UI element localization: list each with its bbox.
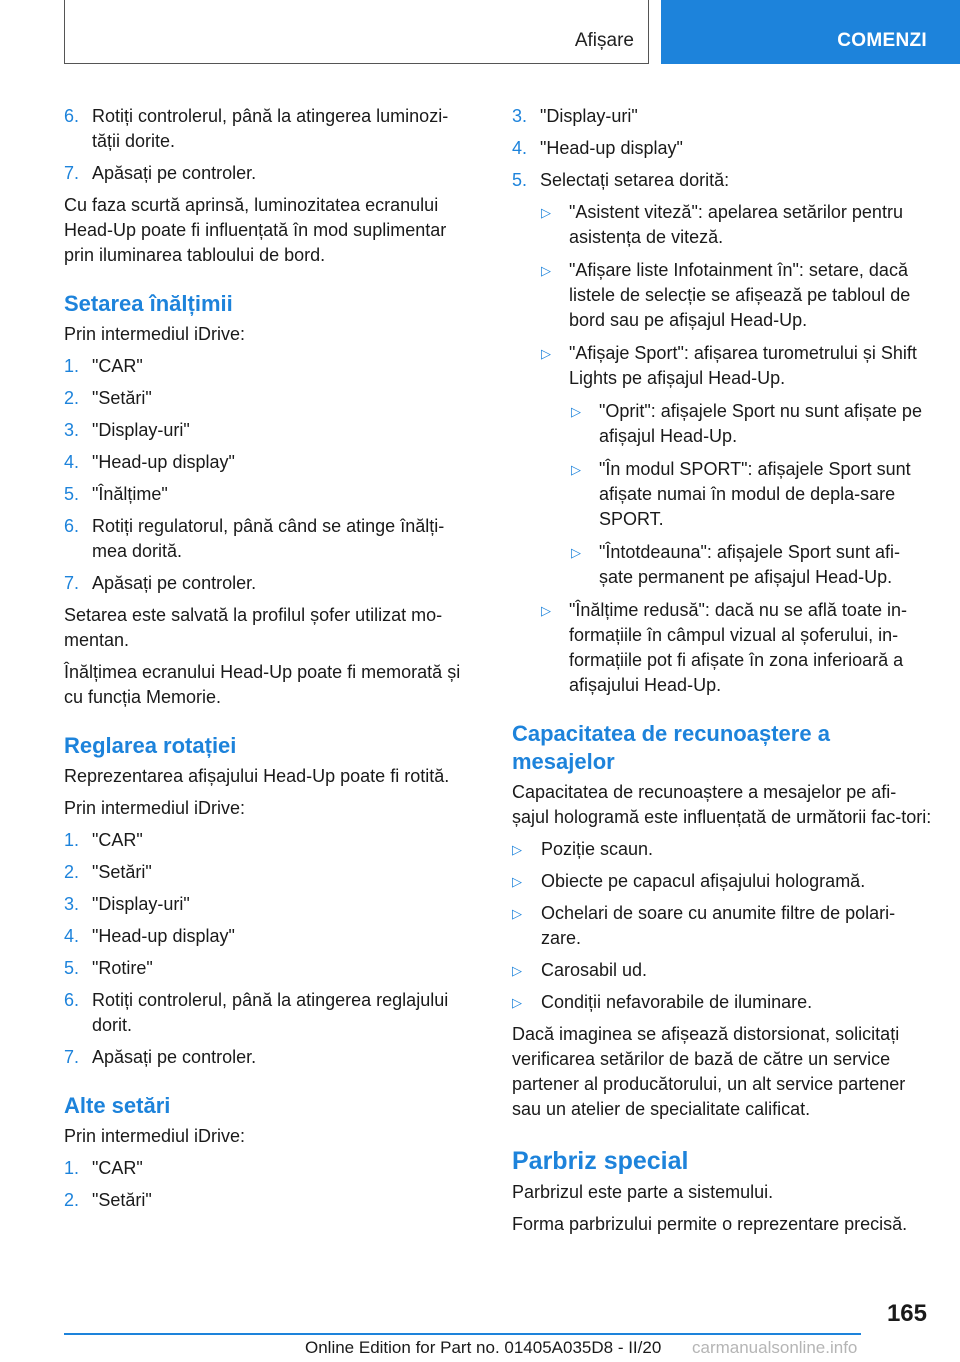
step-text: "Head-up display" bbox=[92, 926, 235, 946]
bullet-item bbox=[512, 901, 932, 951]
right-column bbox=[512, 104, 932, 1244]
list-item bbox=[64, 860, 474, 885]
bullet-item bbox=[512, 869, 932, 894]
list-item bbox=[64, 828, 474, 853]
paragraph: Prin intermediul iDrive: bbox=[64, 798, 246, 818]
bullet-text: Condiții nefavorabile de iluminare. bbox=[541, 992, 813, 1012]
step-text: Selectați setarea dorită: bbox=[540, 170, 730, 190]
triangle-bullet-icon: ▷ bbox=[571, 404, 581, 419]
step-text: Rotiți regulatorul, până când se atinge înălți-mea dorită. bbox=[92, 516, 445, 561]
step-number: 1. bbox=[64, 1158, 80, 1178]
bullet-item bbox=[512, 958, 932, 983]
step-text: Apăsați pe controler. bbox=[92, 163, 257, 183]
step-text: "Setări" bbox=[92, 1190, 152, 1210]
list-item bbox=[512, 104, 932, 129]
bullet-text: Poziție scaun. bbox=[541, 839, 654, 859]
header-section-tab bbox=[64, 0, 649, 64]
step-text: "Rotire" bbox=[92, 958, 153, 978]
list-item bbox=[64, 514, 474, 564]
step-text: "CAR" bbox=[92, 830, 143, 850]
option-item bbox=[512, 598, 932, 698]
step-text: "CAR" bbox=[92, 1158, 143, 1178]
step-number: 5. bbox=[64, 484, 80, 504]
list-item bbox=[64, 354, 474, 379]
list-item bbox=[64, 571, 474, 596]
step-number: 3. bbox=[64, 894, 80, 914]
bullet-item bbox=[512, 990, 932, 1015]
step-number: 6. bbox=[64, 990, 80, 1010]
paragraph: Setarea este salvată la profilul șofer utilizat mo-mentan. bbox=[64, 605, 443, 650]
step-text: Rotiți controlerul, până la atingerea luminozi-tății dorite. bbox=[92, 106, 449, 151]
list-item bbox=[64, 482, 474, 507]
paragraph: Înălțimea ecranului Head-Up poate fi memorată și cu funcția Memorie. bbox=[64, 662, 461, 707]
step-number: 3. bbox=[512, 106, 528, 126]
paragraph: Capacitatea de recunoaștere a mesajelor pe afi-șajul hologramă este influențată de următorii fac-tori: bbox=[512, 782, 932, 827]
option-text: "Înălțime redusă": dacă nu se află toate in-formațiile în câmpul vizual al șoferului, in-formațiile pot fi afișate în zona inferioară a afișajului Head-Up. bbox=[569, 600, 907, 695]
triangle-bullet-icon: ▷ bbox=[541, 263, 551, 278]
step-number: 2. bbox=[64, 862, 80, 882]
triangle-bullet-icon: ▷ bbox=[512, 906, 522, 921]
triangle-bullet-icon: ▷ bbox=[541, 346, 551, 361]
list-item bbox=[64, 104, 474, 154]
bullet-text: Ochelari de soare cu anumite filtre de polari-zare. bbox=[541, 903, 896, 948]
list-item bbox=[512, 136, 932, 161]
step-number: 2. bbox=[64, 1190, 80, 1210]
step-text: "Head-up display" bbox=[540, 138, 683, 158]
header-section-title: Afișare bbox=[574, 30, 634, 51]
step-number: 6. bbox=[64, 106, 80, 126]
step-number: 7. bbox=[64, 573, 80, 593]
step-text: "Display-uri" bbox=[540, 106, 638, 126]
list-item bbox=[64, 1188, 474, 1213]
option-item bbox=[512, 341, 932, 391]
step-number: 4. bbox=[64, 452, 80, 472]
list-item bbox=[64, 924, 474, 949]
sub-option-item bbox=[512, 540, 932, 590]
list-item bbox=[64, 1045, 474, 1070]
step-number: 4. bbox=[64, 926, 80, 946]
step-number: 6. bbox=[64, 516, 80, 536]
bullet-item bbox=[512, 837, 932, 862]
option-text: "Afișare liste Infotainment în": setare, dacă listele de selecție se afișează pe tabloul de bord sau pe afișajul Head-Up. bbox=[569, 260, 911, 330]
sub-option-item bbox=[512, 457, 932, 532]
section-heading: Reglarea rotației bbox=[64, 733, 237, 758]
option-text: "În modul SPORT": afișajele Sport sunt afișate numai în modul de depla-sare SPORT. bbox=[599, 459, 911, 529]
step-text: "CAR" bbox=[92, 356, 143, 376]
list-item bbox=[64, 1156, 474, 1181]
triangle-bullet-icon: ▷ bbox=[512, 842, 522, 857]
section-heading: Setarea înălțimii bbox=[64, 291, 233, 316]
step-number: 5. bbox=[64, 958, 80, 978]
step-text: "Setări" bbox=[92, 862, 152, 882]
list-item bbox=[512, 168, 932, 193]
page-number: 165 bbox=[886, 1300, 927, 1327]
footer-edition: Online Edition for Part no. 01405A035D8 - II/20 bbox=[305, 1338, 662, 1357]
triangle-bullet-icon: ▷ bbox=[541, 205, 551, 220]
paragraph: Reprezentarea afișajului Head-Up poate fi rotită. bbox=[64, 766, 450, 786]
option-item bbox=[512, 258, 932, 333]
triangle-bullet-icon: ▷ bbox=[541, 603, 551, 618]
option-text: "Asistent viteză": apelarea setărilor pentru asistența de viteză. bbox=[569, 202, 903, 247]
step-number: 7. bbox=[64, 1047, 80, 1067]
step-number: 1. bbox=[64, 356, 80, 376]
step-text: Rotiți controlerul, până la atingerea reglajului dorit. bbox=[92, 990, 449, 1035]
list-item bbox=[64, 450, 474, 475]
option-text: "Afișaje Sport": afișarea turometrului și Shift Lights pe afișajul Head-Up. bbox=[569, 343, 917, 388]
triangle-bullet-icon: ▷ bbox=[512, 995, 522, 1010]
paragraph: Prin intermediul iDrive: bbox=[64, 1126, 246, 1146]
section-heading: Alte setări bbox=[64, 1093, 171, 1118]
step-number: 3. bbox=[64, 420, 80, 440]
step-number: 2. bbox=[64, 388, 80, 408]
step-text: "Înălțime" bbox=[92, 484, 168, 504]
triangle-bullet-icon: ▷ bbox=[512, 874, 522, 889]
step-number: 1. bbox=[64, 830, 80, 850]
triangle-bullet-icon: ▷ bbox=[571, 545, 581, 560]
list-item bbox=[64, 161, 474, 186]
triangle-bullet-icon: ▷ bbox=[571, 462, 581, 477]
section-heading: Capacitatea de recunoaștere a mesajelor bbox=[512, 721, 830, 774]
step-text: Apăsați pe controler. bbox=[92, 1047, 257, 1067]
footer-watermark: carmanualsonline.info bbox=[692, 1338, 858, 1357]
header-chapter-title: COMENZI bbox=[837, 30, 927, 51]
list-item bbox=[64, 956, 474, 981]
triangle-bullet-icon: ▷ bbox=[512, 963, 522, 978]
list-item bbox=[64, 892, 474, 917]
option-text: "Întotdeauna": afișajele Sport sunt afi-șate permanent pe afișajul Head-Up. bbox=[599, 542, 900, 587]
bullet-text: Obiecte pe capacul afișajului hologramă. bbox=[541, 871, 866, 891]
step-text: Apăsați pe controler. bbox=[92, 573, 257, 593]
step-text: "Head-up display" bbox=[92, 452, 235, 472]
step-number: 5. bbox=[512, 170, 528, 190]
list-item bbox=[64, 988, 474, 1038]
header-chapter-tab bbox=[661, 0, 960, 64]
option-item bbox=[512, 200, 932, 250]
paragraph: Cu faza scurtă aprinsă, luminozitatea ecranului Head-Up poate fi influențată în mod suplimentar prin iluminarea tabloului de bord. bbox=[64, 195, 447, 265]
step-number: 7. bbox=[64, 163, 80, 183]
left-column bbox=[64, 104, 474, 1220]
footer-divider bbox=[64, 1333, 861, 1335]
step-text: "Display-uri" bbox=[92, 420, 190, 440]
list-item bbox=[64, 418, 474, 443]
paragraph: Dacă imaginea se afișează distorsionat, solicitați verificarea setărilor de bază de către un service partener al producătorului, un alt service partener sau un atelier de specialitate calificat. bbox=[512, 1024, 906, 1119]
step-text: "Display-uri" bbox=[92, 894, 190, 914]
paragraph: Parbrizul este parte a sistemului. bbox=[512, 1182, 774, 1202]
chapter-heading: Parbriz special bbox=[512, 1147, 689, 1175]
step-number: 4. bbox=[512, 138, 528, 158]
sub-option-item bbox=[512, 399, 932, 449]
paragraph: Forma parbrizului permite o reprezentare precisă. bbox=[512, 1214, 908, 1234]
option-text: "Oprit": afișajele Sport nu sunt afișate pe afișajul Head-Up. bbox=[599, 401, 922, 446]
bullet-text: Carosabil ud. bbox=[541, 960, 648, 980]
step-text: "Setări" bbox=[92, 388, 152, 408]
paragraph: Prin intermediul iDrive: bbox=[64, 324, 246, 344]
list-item bbox=[64, 386, 474, 411]
